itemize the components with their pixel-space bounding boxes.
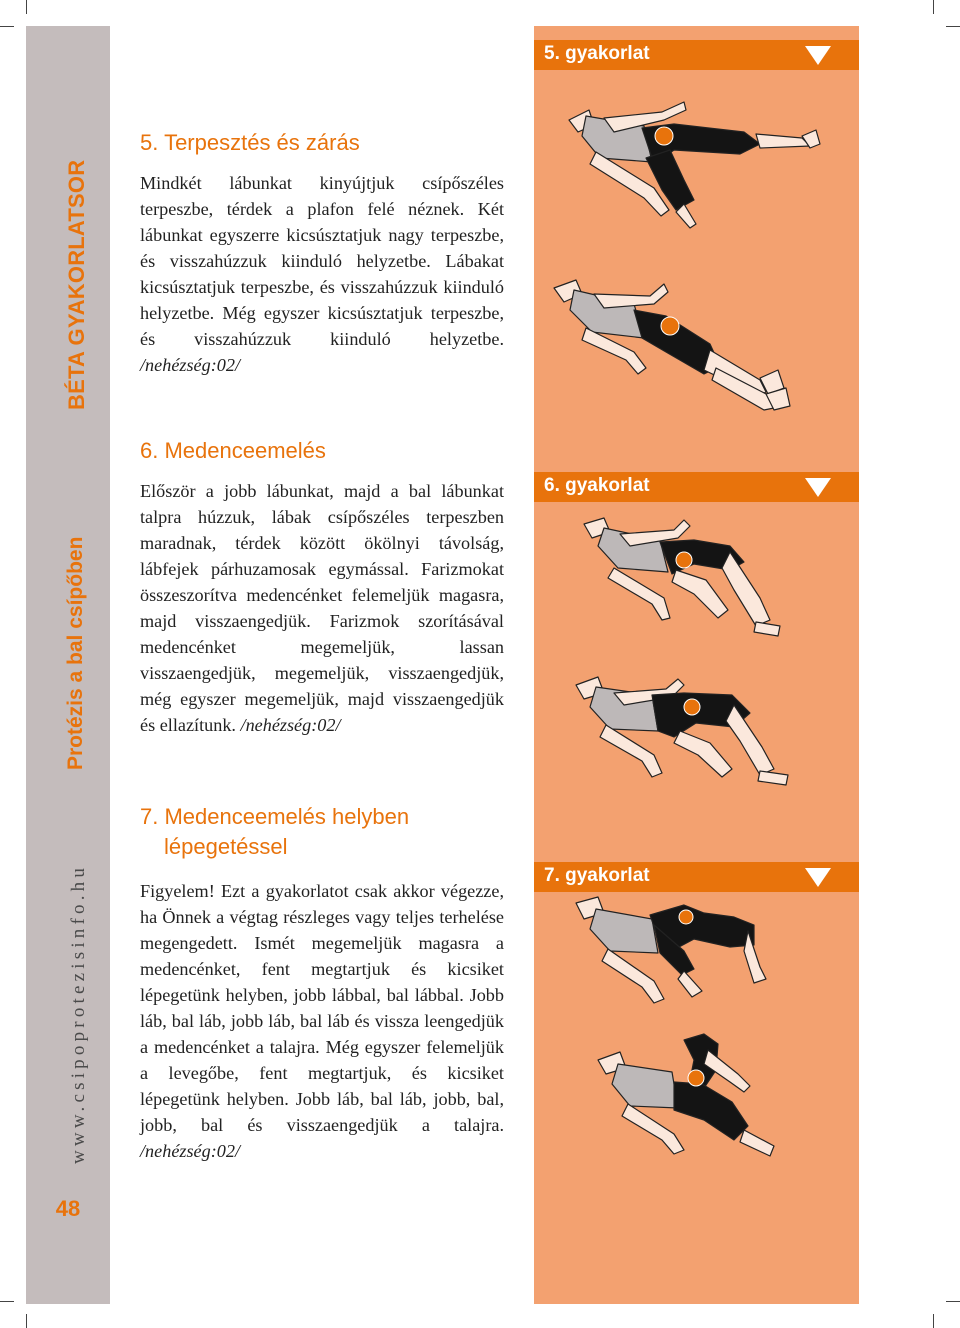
exercise-5-title: 5. Terpesztés és zárás — [140, 130, 360, 155]
crop-mark — [26, 0, 27, 14]
exercise-7-text — [140, 878, 504, 1164]
exercise-6-body: Először a jobb lábunkat, majd a bal lábunkat talpra húzzuk, lábak csípőszéles terpeszben maradnak, térdek között ökölnyi távolság, lábfejek párhuzamosak egymással. Farizmokat összeszorítva medencénket felemeljük magasra, majd visszaengedjük. Farizmok szorításával medencénket megemeljük, lassan visszaengedjük, megemeljük, visszaengedjük, még egyszer megemeljük, majd visszaengedjük és ellazítunk. — [140, 481, 504, 735]
exercise-7-illustration-a — [534, 895, 859, 1035]
exercise-5-header — [534, 40, 859, 70]
triangle-down-icon — [805, 46, 831, 65]
exercise-5-illustration-b — [534, 270, 859, 430]
exercise-7-section — [140, 802, 504, 1164]
crop-mark — [946, 1301, 960, 1302]
exercise-6-illustration-b — [534, 665, 859, 815]
exercise-5-illustration-a — [534, 80, 859, 230]
exercise-7-illustration-b — [534, 1030, 859, 1180]
crop-mark — [933, 1314, 934, 1328]
exercise-6-illustration-a — [534, 510, 859, 660]
crop-mark — [0, 1301, 14, 1302]
exercise-7-title: 7. Medenceemelés helyben lépegetéssel — [140, 804, 410, 859]
exercise-6-difficulty: /nehézség:02/ — [240, 715, 341, 735]
website-url: www.csipoprotezisinfo.hu — [68, 863, 89, 1164]
exercise-7-body: Figyelem! Ezt a gyakorlatot csak akkor végezze, ha Önnek a végtag részleges vagy teljes terhelése megengedett. Ismét megemeljük magasra a medencénket, fent megtartjuk és kicsiket lépegetünk helyben, jobb lábbal, bal lábbal. Jobb láb, bal láb, jobb láb, bal láb és vissza leengedjük a medencénket a talajra. Még egyszer felemeljük a levegőbe, fent megtartjuk, és kicsiket lépegetünk helyben. Jobb láb, bal láb, jobb, bal, jobb, bal és visszaengedjük a talajra. — [140, 881, 504, 1135]
series-title: BÉTA GYAKORLATSOR — [64, 159, 89, 410]
crop-mark — [26, 1314, 27, 1328]
exercise-5-difficulty: /nehézség:02/ — [140, 355, 241, 375]
exercise-5-section — [140, 128, 504, 378]
topic-title: Protézis a bal csípőben — [64, 536, 87, 770]
triangle-down-icon — [805, 868, 831, 887]
exercise-6-title: 6. Medenceemelés — [140, 438, 326, 463]
crop-mark — [933, 0, 934, 14]
exercise-7-label: 7. gyakorlat — [544, 865, 650, 886]
exercise-5-label: 5. gyakorlat — [544, 43, 650, 64]
exercise-6-section — [140, 436, 504, 738]
exercise-7-header — [534, 862, 859, 892]
page-number: 48 — [55, 1196, 81, 1221]
exercise-7-difficulty: /nehézség:02/ — [140, 1141, 241, 1161]
exercise-5-text — [140, 170, 504, 378]
exercise-5-body: Mindkét lábunkat kinyújtjuk csípőszéles terpeszbe, térdek a plafon felé néznek. Két lábunkat egyszerre kicsúsztatjuk nagy terpeszbe, és visszahúzzuk kiinduló helyzetbe. Lábakat kicsúsztatjuk terpeszbe, és visszahúzzuk kiinduló helyzetbe. Még egyszer kicsúsztatjuk terpeszbe, és visszahúzzuk kiinduló helyzetbe. — [140, 173, 504, 349]
exercise-6-header — [534, 472, 859, 502]
crop-mark — [0, 26, 14, 27]
exercise-6-text — [140, 478, 504, 738]
crop-mark — [946, 26, 960, 27]
triangle-down-icon — [805, 478, 831, 497]
exercise-6-label: 6. gyakorlat — [544, 475, 650, 496]
